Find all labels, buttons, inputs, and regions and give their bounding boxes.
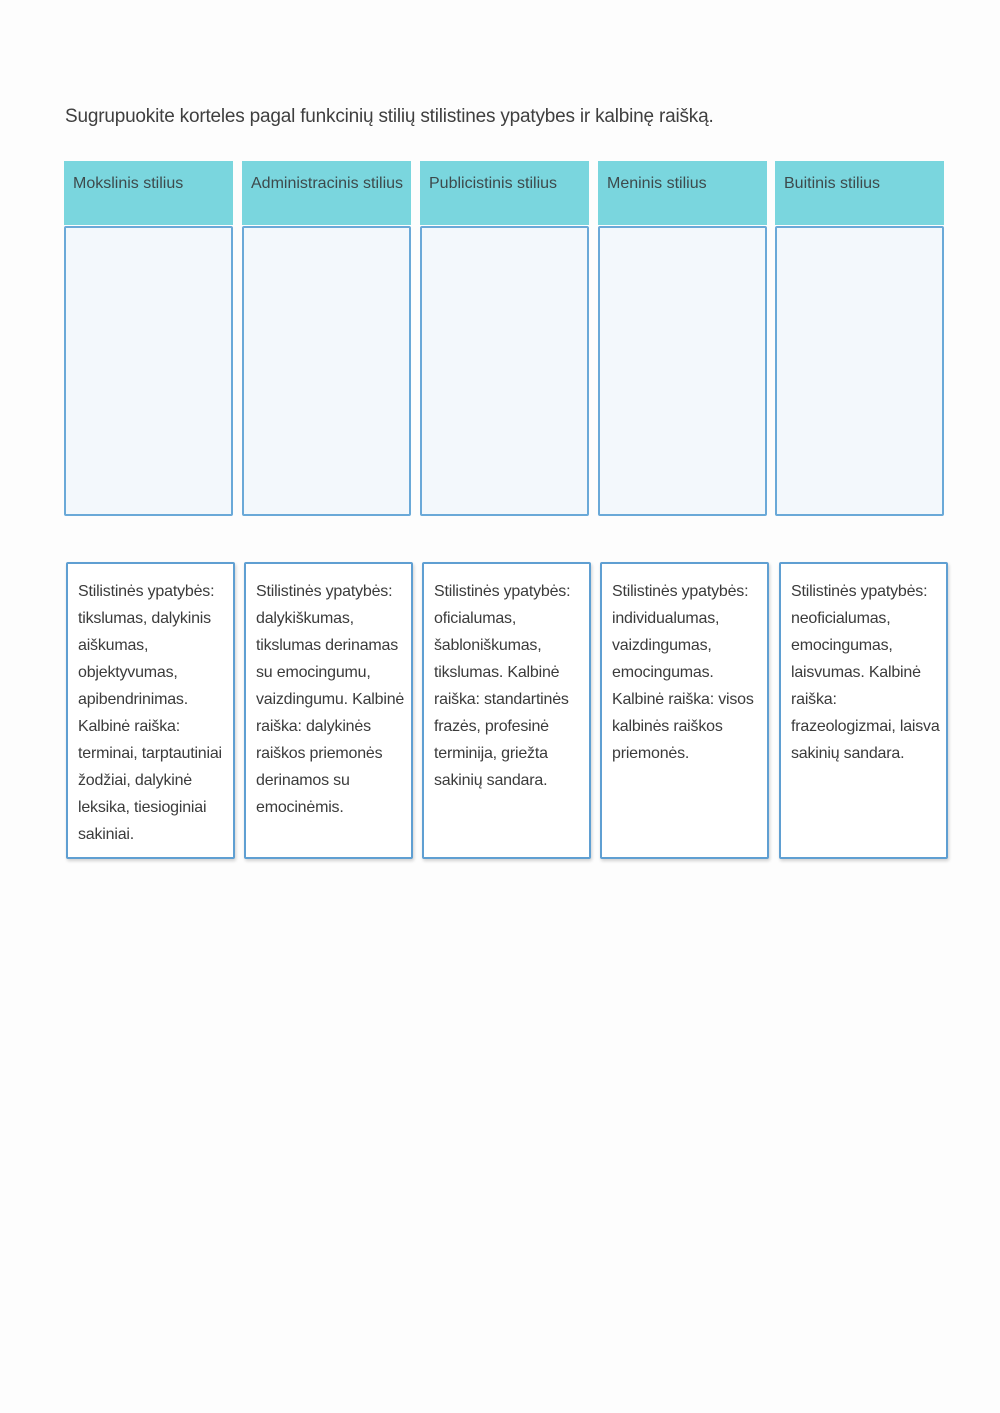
card-pool bbox=[66, 562, 948, 859]
draggable-card[interactable]: Stilistinės ypatybės: dalykiškumas, tikslumas derinamas su emocingumu, vaizdingumu. Kalbinė raiška: dalykinės raiškos priemonės derinamos su emocinėmis. bbox=[244, 562, 413, 859]
group-columns bbox=[64, 161, 944, 516]
group-buitinis bbox=[775, 161, 944, 516]
drop-zone[interactable] bbox=[420, 226, 589, 516]
group-meninis bbox=[598, 161, 767, 516]
group-header: Mokslinis stilius bbox=[64, 161, 233, 225]
group-mokslinis bbox=[64, 161, 233, 516]
group-administracinis bbox=[242, 161, 411, 516]
draggable-card[interactable]: Stilistinės ypatybės: neoficialumas, emocingumas, laisvumas. Kalbinė raiška: frazeologizmai, laisva sakinių sandara. bbox=[779, 562, 948, 859]
drop-zone[interactable] bbox=[242, 226, 411, 516]
draggable-card[interactable]: Stilistinės ypatybės: individualumas, vaizdingumas, emocingumas. Kalbinė raiška: visos kalbinės raiškos priemonės. bbox=[600, 562, 769, 859]
group-header: Buitinis stilius bbox=[775, 161, 944, 225]
draggable-card[interactable]: Stilistinės ypatybės: oficialumas, šabloniškumas, tikslumas. Kalbinė raiška: standartinės frazės, profesinė terminija, griežta sakinių sandara. bbox=[422, 562, 591, 859]
group-header: Administracinis stilius bbox=[242, 161, 411, 225]
group-header: Meninis stilius bbox=[598, 161, 767, 225]
draggable-card[interactable]: Stilistinės ypatybės: tikslumas, dalykinis aiškumas, objektyvumas, apibendrinimas. Kalbinė raiška: terminai, tarptautiniai žodžiai, dalykinė leksika, tiesioginiai sakiniai. bbox=[66, 562, 235, 859]
instruction-text: Sugrupuokite korteles pagal funkcinių stilių stilistines ypatybes ir kalbinę raišką. bbox=[65, 106, 714, 127]
drop-zone[interactable] bbox=[64, 226, 233, 516]
group-header: Publicistinis stilius bbox=[420, 161, 589, 225]
drop-zone[interactable] bbox=[598, 226, 767, 516]
drop-zone[interactable] bbox=[775, 226, 944, 516]
group-publicistinis bbox=[420, 161, 589, 516]
